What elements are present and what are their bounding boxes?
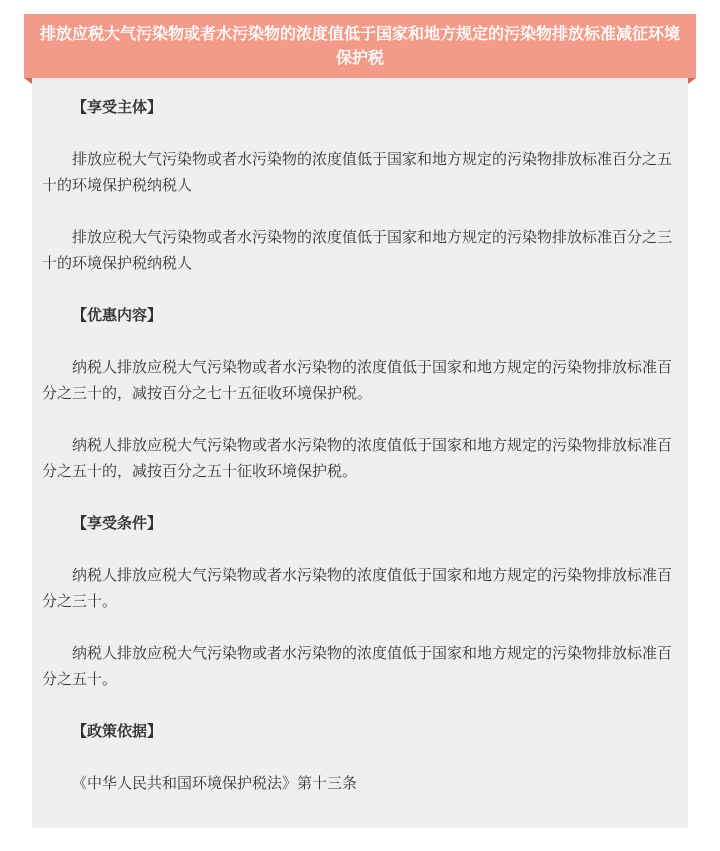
- banner-fold-left: [24, 78, 32, 84]
- title-banner: [24, 14, 696, 84]
- benefit-paragraph-1: 纳税人排放应税大气污染物或者水污染物的浓度值低于国家和地方规定的污染物排放标准百分之三十的，减按百分之七十五征收环境保护税。: [42, 358, 673, 402]
- conditions-paragraph-2: 纳税人排放应税大气污染物或者水污染物的浓度值低于国家和地方规定的污染物排放标准百分之五十。: [42, 644, 673, 688]
- benefit-paragraph-2: 纳税人排放应税大气污染物或者水污染物的浓度值低于国家和地方规定的污染物排放标准百分之五十的，减按百分之五十征收环境保护税。: [42, 436, 673, 480]
- basis-paragraph-1: 《中华人民共和国环境保护税法》第十三条: [72, 774, 358, 792]
- section-heading-benefit: 【优惠内容】: [72, 306, 163, 324]
- section-heading-conditions: 【享受条件】: [72, 514, 163, 532]
- subject-paragraph-1: 排放应税大气污染物或者水污染物的浓度值低于国家和地方规定的污染物排放标准百分之五十的环境保护税纳税人: [42, 150, 673, 194]
- banner-fold-right: [688, 78, 696, 84]
- section-heading-subject: 【享受主体】: [72, 98, 163, 116]
- banner-title: 排放应税大气污染物或者水污染物的浓度值低于国家和地方规定的污染物排放标准减征环境保护税: [24, 14, 696, 78]
- conditions-paragraph-1: 纳税人排放应税大气污染物或者水污染物的浓度值低于国家和地方规定的污染物排放标准百分之三十。: [42, 566, 673, 610]
- subject-paragraph-2: 排放应税大气污染物或者水污染物的浓度值低于国家和地方规定的污染物排放标准百分之三十的环境保护税纳税人: [42, 228, 673, 272]
- content-panel: [32, 78, 688, 828]
- section-heading-basis: 【政策依据】: [72, 722, 163, 740]
